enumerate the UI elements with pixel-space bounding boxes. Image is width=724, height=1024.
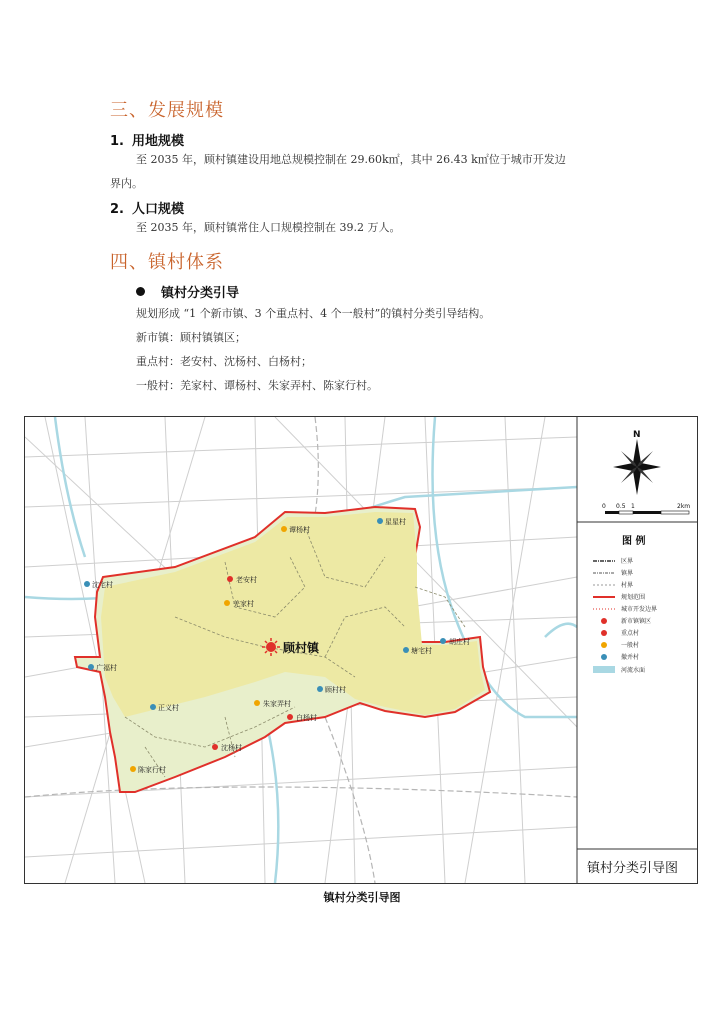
new-town-line: 新市镇：顾村镇镇区； xyxy=(136,331,246,344)
legend-water-swatch xyxy=(593,666,615,673)
merged-village-icon xyxy=(403,647,409,653)
compass-north-label: N xyxy=(633,430,641,440)
scale-label: 0.5 xyxy=(616,503,626,510)
legend-merged-icon xyxy=(601,654,607,660)
svg-text:一般村: 一般村 xyxy=(621,642,640,649)
village-label: 羌家村 xyxy=(233,600,254,608)
village-label: 胡庄村 xyxy=(449,638,470,646)
key-village-icon xyxy=(227,576,233,582)
general-village-icon xyxy=(130,766,136,772)
general-village-icon xyxy=(281,526,287,532)
subheading-number: 2. xyxy=(110,202,124,217)
subheading-land xyxy=(110,130,184,149)
intro-line: 规划形成 “1 个新市镇、3 个重点村、4 个一般村”的镇村分类引导结构。 xyxy=(136,307,491,320)
village-label: 朱家弄村 xyxy=(263,700,291,708)
paragraph-land xyxy=(110,148,630,172)
general-village-icon xyxy=(224,600,230,606)
merged-village-icon xyxy=(377,518,383,524)
village-label: 老安村 xyxy=(236,576,257,584)
village-label: 陈家行村 xyxy=(138,766,166,774)
subheading-label: 用地规模 xyxy=(132,134,185,149)
town-center-icon xyxy=(266,642,276,652)
compass-icon xyxy=(613,439,661,495)
figure-caption: 镇村分类引导图 xyxy=(323,891,401,904)
scale-label: 0 xyxy=(602,503,606,510)
general-village-icon xyxy=(254,700,260,706)
paragraph-line: 至 2035 年，顾村镇建设用地总规模控制在 29.60k㎡，其中 26.43 k㎡位于城市开发边 xyxy=(136,153,566,166)
village-label: 广福村 xyxy=(96,664,117,672)
section-title-system: 四、镇村体系 xyxy=(110,252,224,273)
village-label: 顾村村 xyxy=(325,686,346,694)
svg-text:城市开发边界: 城市开发边界 xyxy=(621,606,658,613)
merged-village-icon xyxy=(150,704,156,710)
svg-text:区界: 区界 xyxy=(621,558,634,565)
svg-text:规划范围: 规划范围 xyxy=(621,594,646,601)
paragraph-population: 至 2035 年，顾村镇常住人口规模控制在 39.2 万人。 xyxy=(136,221,401,234)
village-classification-map xyxy=(25,417,697,883)
village-label: 白杨村 xyxy=(296,714,317,722)
bullet-dot-icon xyxy=(136,287,145,296)
merged-village-icon xyxy=(317,686,323,692)
svg-text:河流水面: 河流水面 xyxy=(621,667,646,674)
svg-text:新市镇镇区: 新市镇镇区 xyxy=(621,618,652,625)
key-village-icon xyxy=(287,714,293,720)
svg-text:村界: 村界 xyxy=(621,582,634,589)
paragraph-land-cont: 界内。 xyxy=(110,177,143,190)
village-label: 星星村 xyxy=(385,518,406,526)
village-label: 正义村 xyxy=(158,704,179,712)
legend-title: 图 例 xyxy=(622,536,646,547)
village-label: 谭杨村 xyxy=(289,526,310,534)
key-village-icon xyxy=(212,744,218,750)
svg-text:撤并村: 撤并村 xyxy=(621,654,640,661)
subheading-label: 人口规模 xyxy=(132,202,185,217)
subheading-number: 1. xyxy=(110,134,124,149)
legend-town-icon xyxy=(601,618,607,624)
village-label: 沈杨村 xyxy=(221,744,242,752)
legend-general-icon xyxy=(601,642,607,648)
merged-village-icon xyxy=(88,664,94,670)
map-title: 镇村分类引导图 xyxy=(587,861,679,876)
key-village-line: 重点村：老安村、沈杨村、白杨村； xyxy=(136,355,312,368)
scale-label: 2km xyxy=(677,503,691,510)
village-label: 塘宅村 xyxy=(411,647,432,655)
map-figure xyxy=(24,416,698,884)
scale-label: 1 xyxy=(631,503,635,510)
general-village-line: 一般村：羌家村、谭杨村、朱家弄村、陈家行村。 xyxy=(136,379,378,392)
svg-text:镇界: 镇界 xyxy=(621,570,634,577)
section-title-scale: 三、发展规模 xyxy=(110,100,224,121)
bullet-heading xyxy=(136,282,239,301)
merged-village-icon xyxy=(84,581,90,587)
svg-text:重点村: 重点村 xyxy=(621,630,640,637)
merged-village-icon xyxy=(440,638,446,644)
subheading-population xyxy=(110,198,184,217)
bullet-label: 镇村分类引导 xyxy=(161,286,240,301)
town-label: 顾村镇 xyxy=(283,641,320,655)
village-label: 沈宅村 xyxy=(92,581,113,589)
legend-key-icon xyxy=(601,630,607,636)
scale-bar xyxy=(602,503,690,514)
legend xyxy=(593,557,657,674)
